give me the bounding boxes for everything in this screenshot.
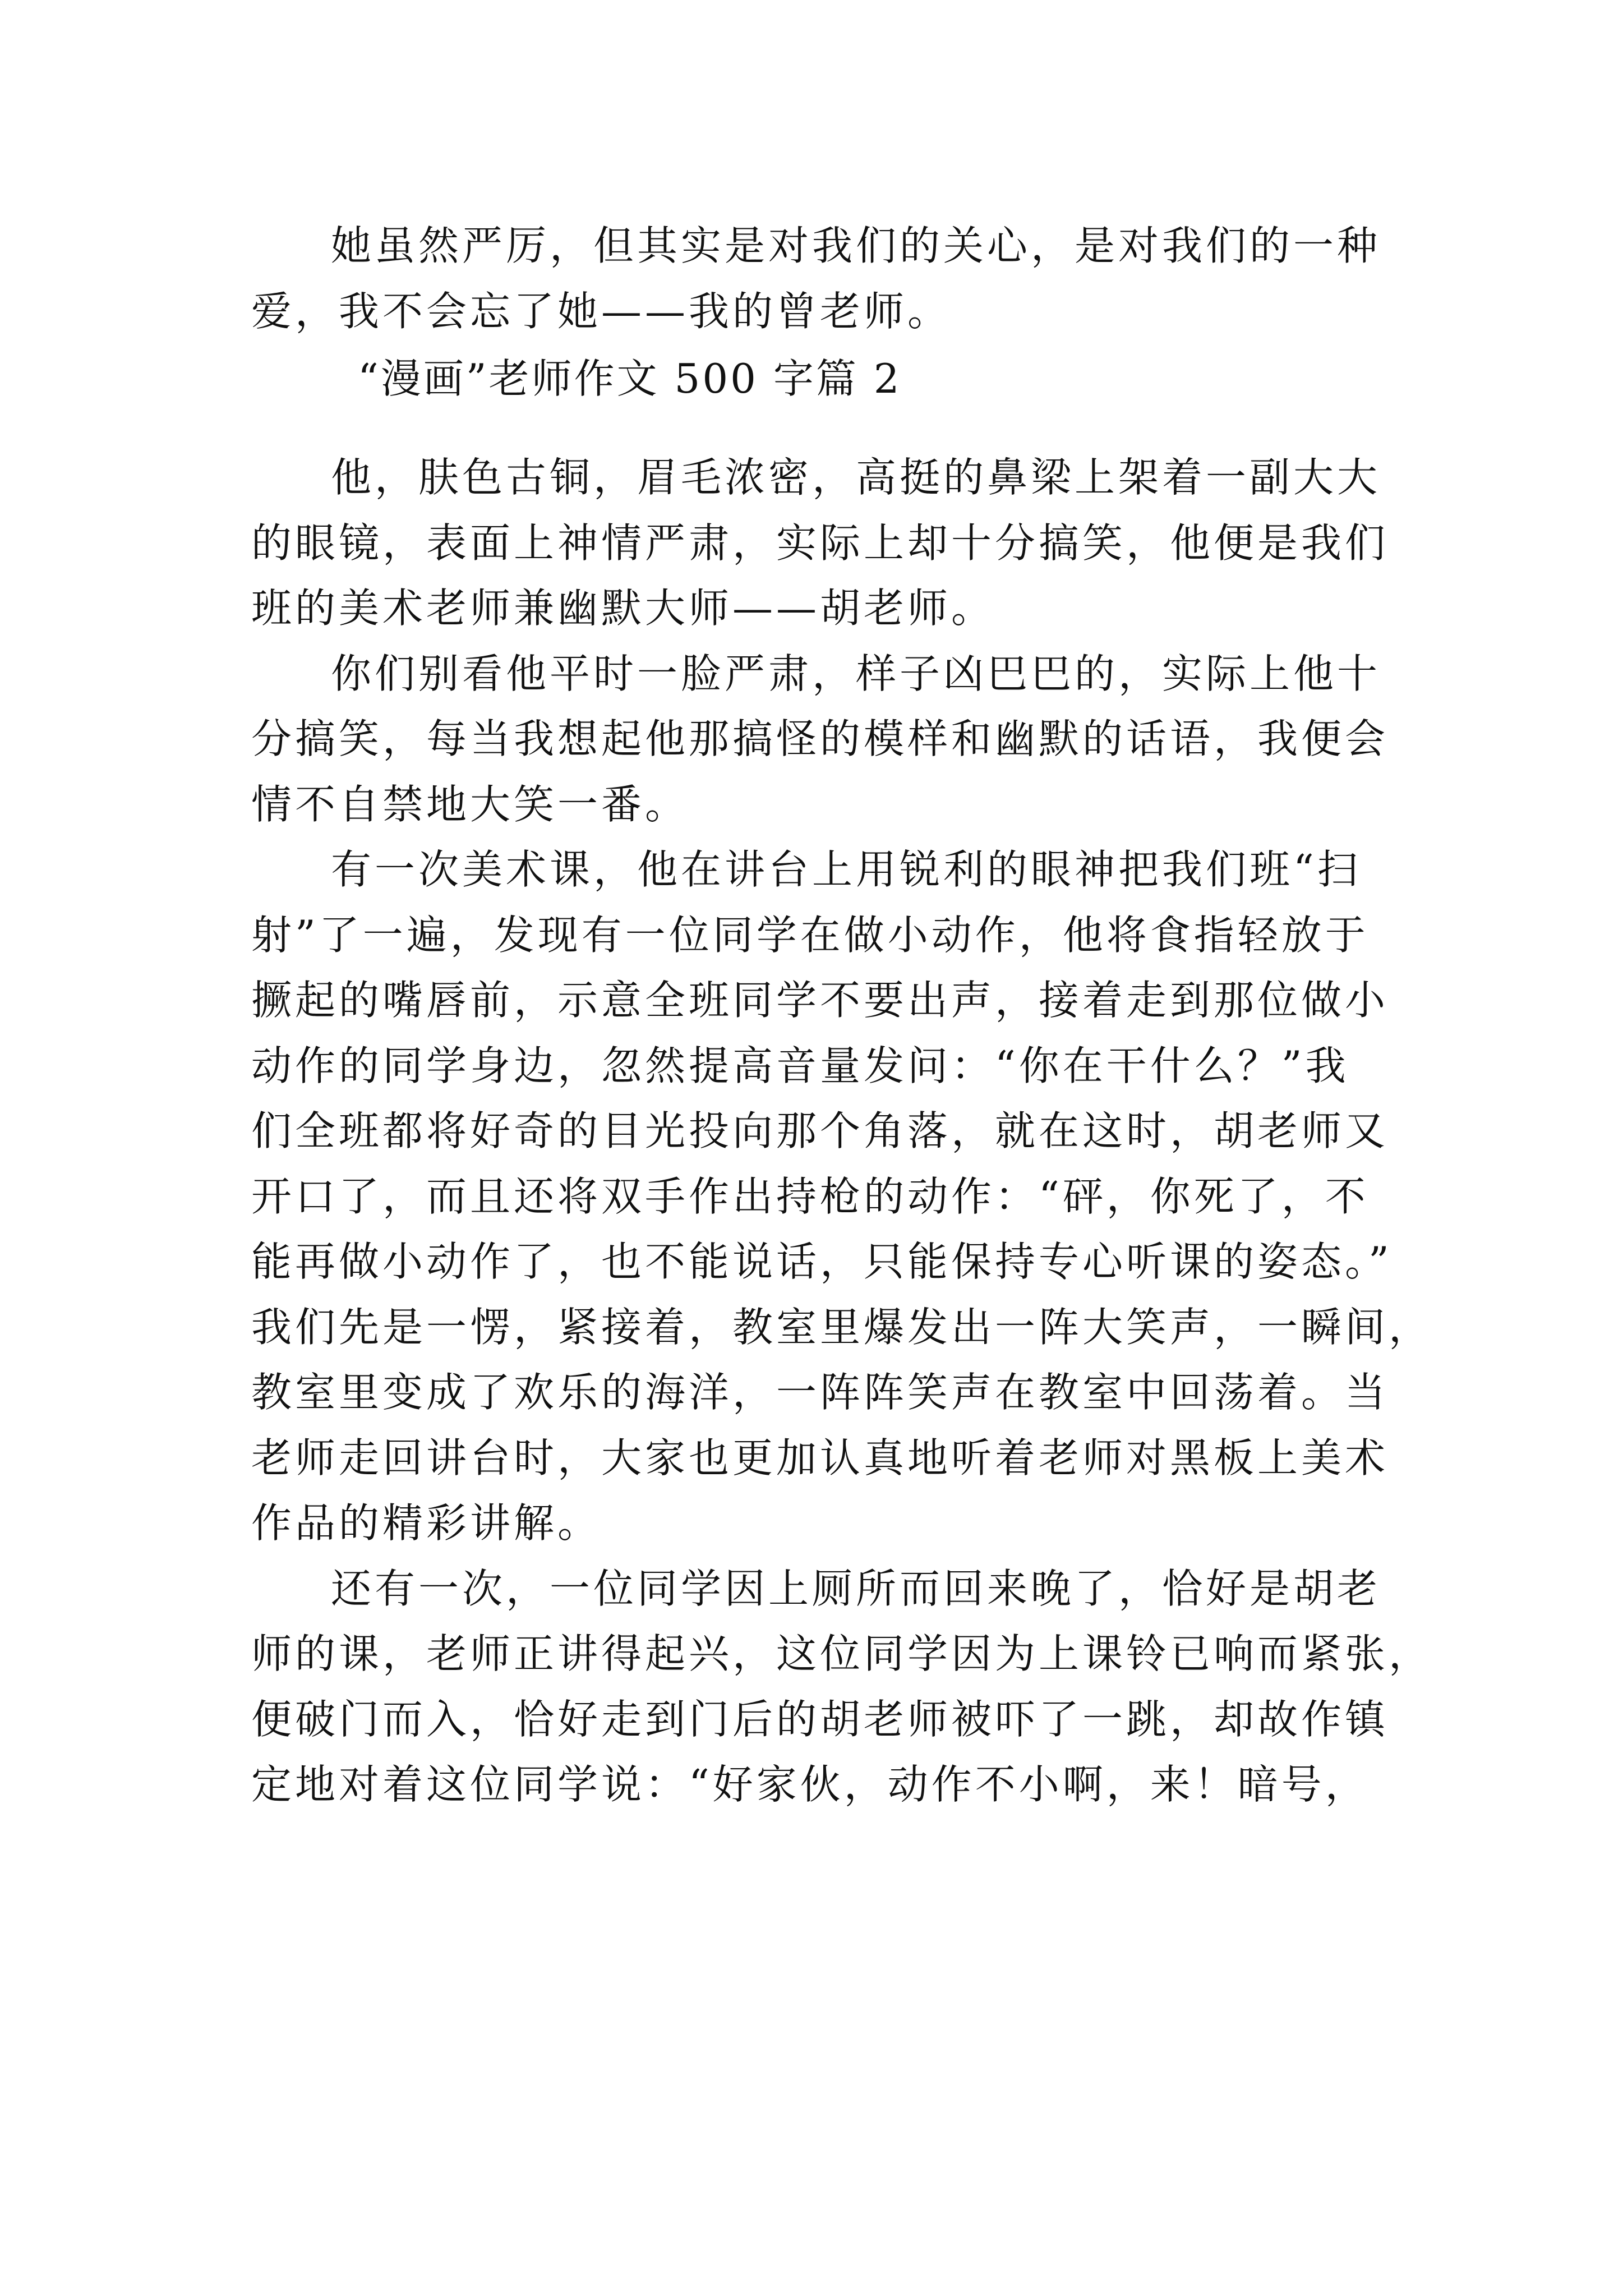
text-line: 动作的同学身边，忽然提高音量发问：“你在干什么？”我 — [251, 1042, 1349, 1089]
text-line: 老师走回讲台时，大家也更加认真地听着老师对黑板上美术 — [251, 1434, 1389, 1481]
text-line: 作品的精彩讲解。 — [251, 1499, 602, 1547]
text-line: 他，肤色古铜，眉毛浓密，高挺的鼻梁上架着一副大大 — [331, 454, 1381, 501]
text-line: 分搞笑，每当我想起他那搞怪的模样和幽默的话语，我便会 — [251, 715, 1389, 762]
text-line: 有一次美术课，他在讲台上用锐利的眼神把我们班“扫 — [331, 846, 1361, 893]
text-line: 的眼镜，表面上神情严肃，实际上却十分搞笑，他便是我们 — [251, 519, 1389, 567]
text-line: 开口了，而且还将双手作出持枪的动作：“砰，你死了，不 — [251, 1173, 1369, 1220]
text-line: 情不自禁地大笑一番。 — [251, 781, 689, 828]
text-line: 爱，我不会忘了她——我的曾老师。 — [251, 288, 952, 335]
text-line: 你们别看他平时一脸严肃，样子凶巴巴的，实际上他十 — [331, 650, 1381, 697]
text-line: 便破门而入，恰好走到门后的胡老师被吓了一跳，却故作镇 — [251, 1696, 1389, 1743]
section-title: “漫画”老师作文 500 字篇 2 — [358, 355, 902, 402]
text-line: 们全班都将好奇的目光投向那个角落，就在这时，胡老师又 — [251, 1107, 1389, 1154]
text-line: 我们先是一愣，紧接着，教室里爆发出一阵大笑声，一瞬间， — [251, 1304, 1433, 1351]
text-line: 教室里变成了欢乐的海洋，一阵阵笑声在教室中回荡着。当 — [251, 1369, 1389, 1416]
text-line: 定地对着这位同学说：“好家伙，动作不小啊，来！暗号， — [251, 1761, 1369, 1808]
text-line: 能再做小动作了，也不能说话，只能保持专心听课的姿态。” — [251, 1238, 1393, 1285]
text-line: 撅起的嘴唇前，示意全班同学不要出声，接着走到那位做小 — [251, 977, 1389, 1024]
text-line: 班的美术老师兼幽默大师——胡老师。 — [251, 585, 995, 632]
text-line: 射”了一遍，发现有一位同学在做小动作，他将食指轻放于 — [251, 912, 1369, 959]
text-line: 她虽然严厉，但其实是对我们的关心，是对我们的一种 — [331, 222, 1381, 269]
text-line: 还有一次，一位同学因上厕所而回来晚了，恰好是胡老 — [331, 1565, 1381, 1612]
text-line: 师的课，老师正讲得起兴，这位同学因为上课铃已响而紧张， — [251, 1630, 1433, 1677]
